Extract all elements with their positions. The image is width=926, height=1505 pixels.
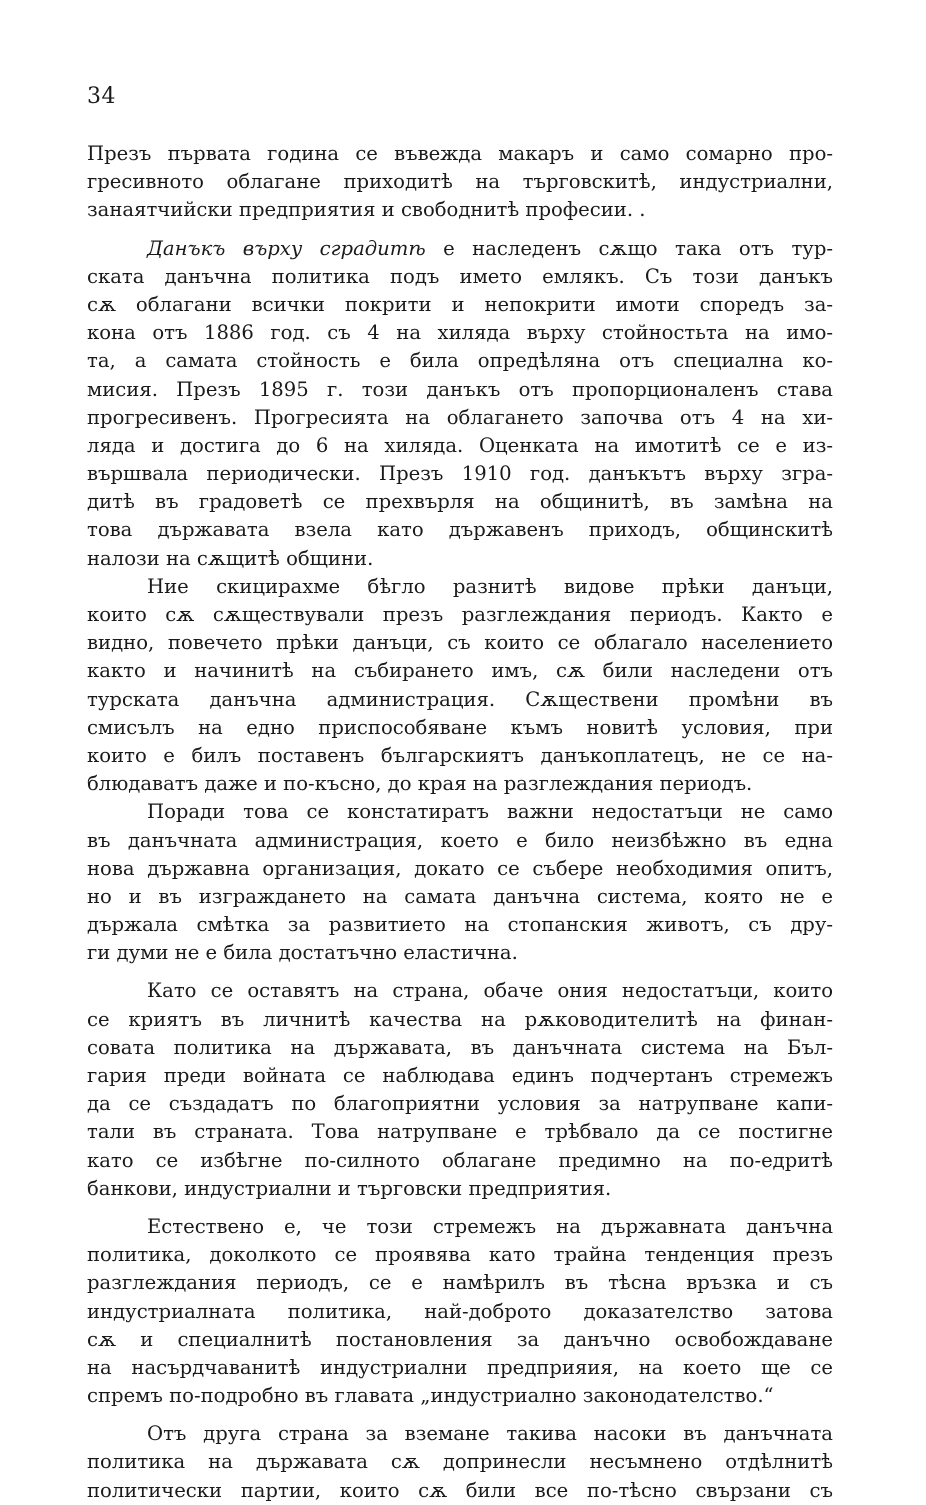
text-line: ги думи не е била достатъчно еластична. [87,941,518,965]
text-line: нова държавна организация, докато се събере необходимия опитъ, [87,856,833,880]
text-line: това държавата взела като държавенъ приходъ, общинскитѣ [87,518,833,542]
text-line: които е билъ поставенъ българскиятъ данъкоплатецъ, не се на- [87,743,833,767]
text-line: да се създадатъ по благоприятни условия за натрупване капи- [87,1092,833,1116]
text-line: ската данъчна политика подъ името емлякъ. Съ този данъкъ [87,264,833,288]
text-line: гария преди войната се наблюдава единъ подчертанъ стремежъ [87,1064,833,1087]
text-line: вършвала периодически. Презъ 1910 год. данъкътъ върху згра- [87,462,833,486]
text-line: сѫ облагани всички покрити и непокрити имоти споредъ за- [87,292,833,316]
paragraph-6 [87,1213,833,1410]
text-line: разглеждания периодъ, се е намѣрилъ въ тѣсна връзка и съ [87,1271,833,1295]
text-line: политика на държавата сѫ допринесли несъмнено отдѣлнитѣ [87,1450,833,1474]
text-line: Като се оставятъ на страна, обаче ония недостатъци, които [147,979,833,1003]
text-line: политически партии, които сѫ били все по-тѣсно свързани съ [87,1478,833,1502]
italic-term: Данъкъ върху сградитѣ [147,236,426,260]
text-line: сѫ и специалнитѣ постановления за данъчно освобождаване [87,1327,833,1351]
text-line: дитѣ въ градоветѣ се прехвърля на общинитѣ, въ замѣна на [87,490,833,514]
text-line: както и начинитѣ на събирането имъ, сѫ били наследени отъ [87,659,833,683]
text-line: кона отъ 1886 год. съ 4 на хиляда върху стойностьта на имо- [87,321,833,345]
text-line: мисия. Презъ 1895 г. този данъкъ отъ пропорционаленъ става [87,377,833,401]
paragraph-2 [87,235,833,573]
text-line: но и въ изграждането на самата данъчна система, която не е [87,884,833,908]
text-line: совата политика на държавата, въ данъчната система на Бъл- [87,1035,833,1059]
text-line: Естествено е, че този стремежъ на държавната данъчна [147,1214,833,1238]
text-line: тали въ страната. Това натрупване е трѣбвало да се постигне [87,1120,833,1144]
paragraph-7 [87,1420,833,1505]
text-line: занаятчийски предприятия и свободнитѣ професии. . [87,198,646,222]
text-line: спремъ по-подробно въ главата „индустриално законодателство.“ [87,1384,774,1408]
text-line: Отъ друга страна за вземане такива насоки въ данъчната [147,1422,833,1446]
text-line: турската данъчна администрация. Сѫществени промѣни въ [87,687,833,711]
text-line: прогресивенъ. Прогресията на облагането започва отъ 4 на хи- [87,405,833,429]
paragraph-3 [87,573,833,799]
text-line: които сѫ сѫществували презъ разглеждания периодъ. Както е [87,603,833,626]
text-line: та, а самата стойность е била опредѣляна отъ специална ко- [87,349,833,373]
text-line: държала смѣтка за развитието на стопанския животъ, съ дру- [87,913,833,937]
text-line: налози на сѫщитѣ общини. [87,546,374,570]
text-line: въ данъчната администрация, което е било неизбѣжно въ една [87,828,833,852]
text-line: политика, доколкото се проявява като трайна тенденция презъ [87,1243,833,1267]
paragraph-5 [87,977,833,1203]
text-line: гресивното облагане приходитѣ на търговскитѣ, индустриални, [87,170,833,194]
text-line: на насърдчаванитѣ индустриални предприяия, на което ще се [87,1355,833,1379]
text-line: Данъкъ върху сградитѣ е наследенъ сѫщо така отъ тур- [147,236,833,260]
text-line: като се избѣгне по-силното облагане предимно на по-едритѣ [87,1148,833,1172]
paragraph-4 [87,798,833,967]
text-line: Поради това се констатиратъ важни недостатъци не само [147,800,833,824]
text-line: се криятъ въ личнитѣ качества на рѫководителитѣ на финан- [87,1007,833,1031]
text-line: индустриалната политика, най-доброто доказателство затова [87,1299,833,1323]
text-line: Ние скицирахме бѣгло разнитѣ видове прѣки данъци, [147,574,833,598]
paragraph-1 [87,140,833,225]
text-line: блюдаватъ даже и по-късно, до края на разглеждания периодъ. [87,772,753,796]
text-line: Презъ първата година се въвежда макаръ и само сомарно про- [87,142,833,165]
text-line: смисълъ на едно приспособяване къмъ новитѣ условия, при [87,715,833,739]
text-line: банкови, индустриални и търговски предприятия. [87,1176,612,1200]
page-number: 34 [87,84,116,109]
body-text [87,140,833,1505]
text-line: ляда и достига до 6 на хиляда. Оценката на имотитѣ се е из- [87,433,833,457]
text-line: видно, повечето прѣки данъци, съ които се облагало населението [87,631,833,655]
